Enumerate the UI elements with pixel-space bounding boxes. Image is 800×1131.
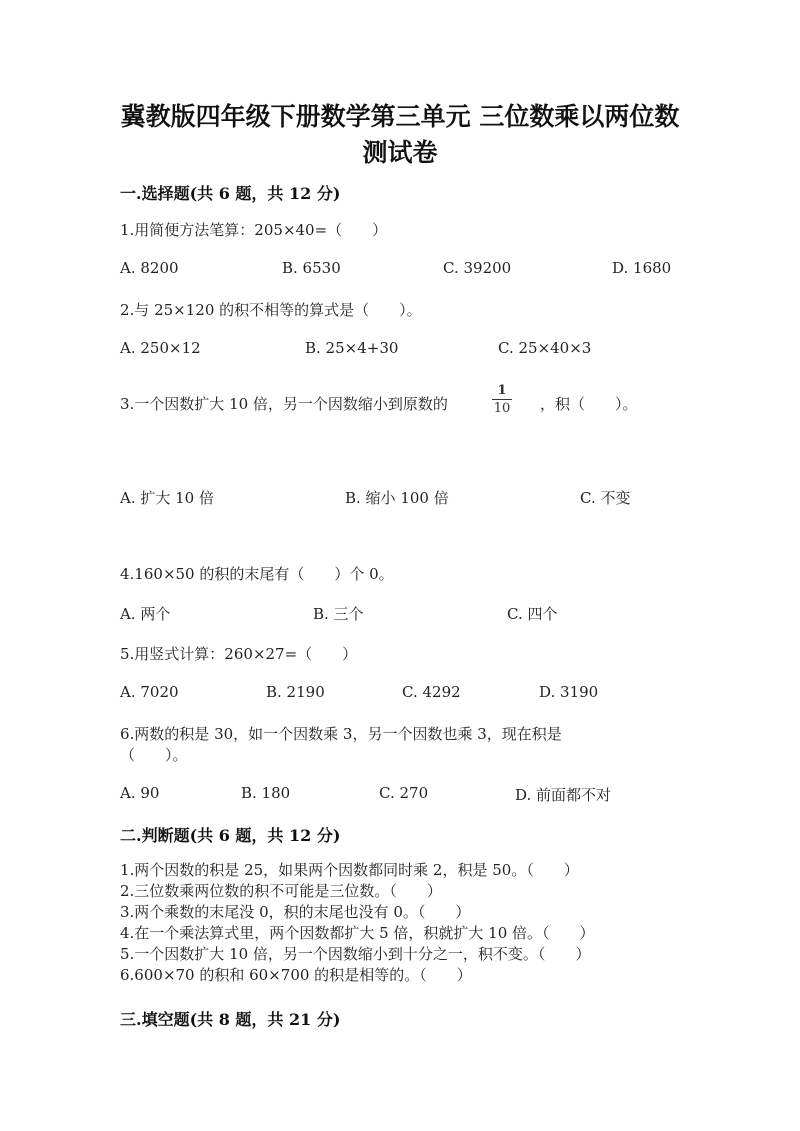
choice-q6-option-b: B. 180 <box>241 784 291 802</box>
choice-q3-option-b: B. 缩小 100 倍 <box>345 489 449 507</box>
page-title-line2: 测试卷 <box>362 138 438 167</box>
choice-q4-option-a: A. 两个 <box>120 605 171 623</box>
choice-q6-option-a: A. 90 <box>120 784 160 802</box>
choice-q1-option-d: D. 1680 <box>612 259 672 277</box>
fraction-denominator: 10 <box>493 401 511 416</box>
fraction-numerator: 1 <box>497 383 507 398</box>
section-choice-heading: 一.选择题(共 6 题，共 12 分) <box>120 184 341 203</box>
judge-item-3: 3.两个乘数的末尾没 0，积的末尾也没有 0。（ ） <box>120 903 471 921</box>
choice-q2-option-c: C. 25×40×3 <box>498 339 592 357</box>
choice-q5-option-a: A. 7020 <box>120 683 179 701</box>
section-judge-heading: 二.判断题(共 6 题，共 12 分) <box>120 826 341 845</box>
fraction-one-tenth <box>492 383 512 416</box>
judge-item-5: 5.一个因数扩大 10 倍，另一个因数缩小到十分之一，积不变。（ ） <box>120 945 591 963</box>
judge-item-2: 2.三位数乘两位数的积不可能是三位数。（ ） <box>120 882 442 900</box>
choice-q2-text: 2.与 25×120 的积不相等的算式是（ ）。 <box>120 301 422 319</box>
choice-q1-text: 1.用简便方法笔算：205×40=（ ） <box>120 221 388 239</box>
choice-q6-option-c: C. 270 <box>379 784 429 802</box>
choice-q4-text: 4.160×50 的积的末尾有（ ）个 0。 <box>120 565 394 583</box>
section-fill-heading: 三.填空题(共 8 题，共 21 分) <box>120 1010 341 1029</box>
choice-q4-option-c: C. 四个 <box>507 605 558 623</box>
choice-q4-option-b: B. 三个 <box>313 605 364 623</box>
choice-q5-text: 5.用竖式计算：260×27=（ ） <box>120 645 358 663</box>
choice-q1-option-a: A. 8200 <box>120 259 179 277</box>
choice-q5-option-d: D. 3190 <box>539 683 599 701</box>
choice-q3-option-a: A. 扩大 10 倍 <box>120 489 214 507</box>
judge-item-6: 6.600×70 的积和 60×700 的积是相等的。（ ） <box>120 966 472 984</box>
judge-item-4: 4.在一个乘法算式里，两个因数都扩大 5 倍，积就扩大 10 倍。（ ） <box>120 924 595 942</box>
choice-q3-text-before: 3.一个因数扩大 10 倍，另一个因数缩小到原数的 <box>120 395 448 413</box>
choice-q3-option-c: C. 不变 <box>580 489 631 507</box>
choice-q6-text-line1: 6.两数的积是 30，如一个因数乘 3，另一个因数也乘 3，现在积是 <box>120 725 562 743</box>
choice-q1-option-b: B. 6530 <box>282 259 341 277</box>
choice-q6-text-line2: （ ）。 <box>120 746 188 764</box>
choice-q1-option-c: C. 39200 <box>443 259 512 277</box>
choice-q2-option-b: B. 25×4+30 <box>305 339 399 357</box>
judge-item-1: 1.两个因数的积是 25，如果两个因数都同时乘 2，积是 50。（ ） <box>120 861 579 879</box>
choice-q5-option-c: C. 4292 <box>402 683 461 701</box>
choice-q3-text-after: ，积（ ）。 <box>540 395 638 413</box>
fraction-bar <box>492 399 512 400</box>
choice-q5-option-b: B. 2190 <box>266 683 325 701</box>
choice-q6-option-d: D. 前面都不对 <box>515 786 612 804</box>
choice-q2-option-a: A. 250×12 <box>120 339 201 357</box>
page-title-line1: 冀教版四年级下册数学第三单元 三位数乘以两位数 <box>120 102 680 131</box>
